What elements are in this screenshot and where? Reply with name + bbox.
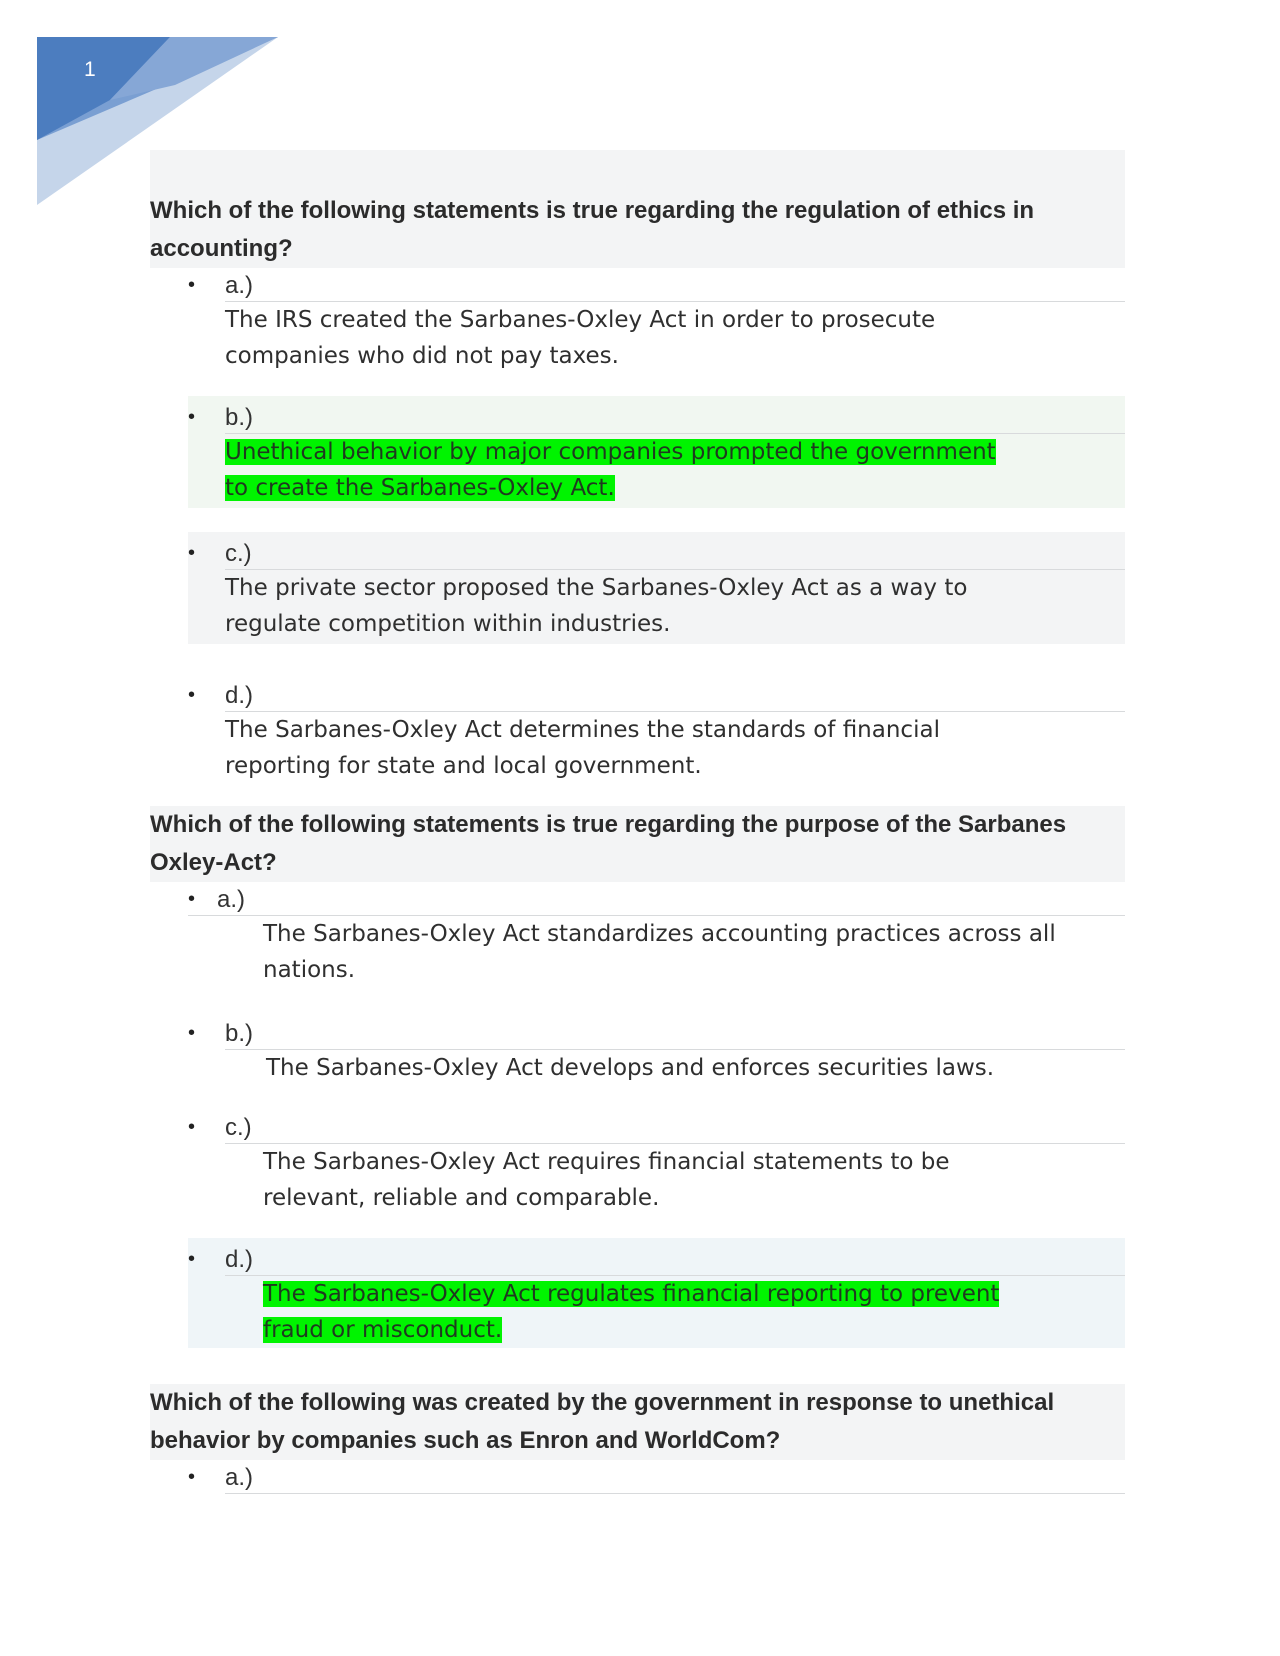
answer-option[interactable] [188,396,1125,508]
question-text: Which of the following statements is true regarding the regulation of ethics in accounting? [150,150,1125,268]
divider [188,915,1125,916]
option-letter: d.) [225,682,254,709]
answer-option[interactable] [188,882,1125,988]
divider [225,1143,1125,1144]
highlighted-answer-text: The Sarbanes-Oxley Act regulates financial reporting to prevent fraud or misconduct. [263,1281,1000,1343]
bullet-icon: • [188,274,196,296]
option-text: The private sector proposed the Sarbanes-Oxley Act as a way to regulate competition within industries. [225,575,968,637]
answer-option[interactable] [188,1460,1125,1494]
question-text: Which of the following statements is true regarding the purpose of the Sarbanes Oxley-Act? [150,806,1125,882]
divider [225,1049,1125,1050]
divider [225,1275,1125,1276]
question-block [150,806,1125,1348]
answer-option[interactable] [188,532,1125,644]
bullet-icon: • [188,542,196,564]
highlighted-answer-text: Unethical behavior by major companies prompted the government to create the Sarbanes-Oxley Act. [225,439,996,501]
option-text: The Sarbanes-Oxley Act standardizes accounting practices across all nations. [263,921,1056,983]
option-letter: a.) [225,272,254,299]
option-letter: d.) [225,1246,254,1273]
option-letter: c.) [225,540,252,567]
bullet-icon: • [188,1248,196,1270]
divider [225,711,1125,712]
question-block [150,150,1125,786]
option-text: The Sarbanes-Oxley Act determines the standards of financial reporting for state and local government. [225,717,940,779]
bullet-icon: • [188,1116,196,1138]
option-letter: b.) [225,1020,254,1047]
bullet-icon: • [188,1466,196,1488]
option-text: The Sarbanes-Oxley Act develops and enforces securities laws. [266,1055,995,1081]
option-text: The Sarbanes-Oxley Act requires financial statements to be relevant, reliable and comparable. [263,1149,950,1211]
option-letter: c.) [225,1114,252,1141]
option-letter: a.) [225,1464,254,1491]
bullet-icon: • [188,406,196,428]
option-letter: a.) [217,886,246,913]
answer-option[interactable] [188,674,1125,786]
divider [225,301,1125,302]
divider [225,1493,1125,1494]
page-number: 1 [84,58,96,81]
answer-option[interactable] [188,1238,1125,1348]
answer-option[interactable] [188,1112,1125,1216]
divider [225,433,1125,434]
question-block [150,1384,1125,1494]
bullet-icon: • [188,888,196,910]
divider [225,569,1125,570]
option-text: The IRS created the Sarbanes-Oxley Act in order to prosecute companies who did not pay taxes. [225,307,936,369]
bullet-icon: • [188,1022,196,1044]
question-text: Which of the following was created by the government in response to unethical behavior by companies such as Enron and WorldCom? [150,1384,1125,1460]
answer-option[interactable] [188,1018,1125,1086]
answer-option[interactable] [188,268,1125,390]
option-letter: b.) [225,404,254,431]
bullet-icon: • [188,684,196,706]
